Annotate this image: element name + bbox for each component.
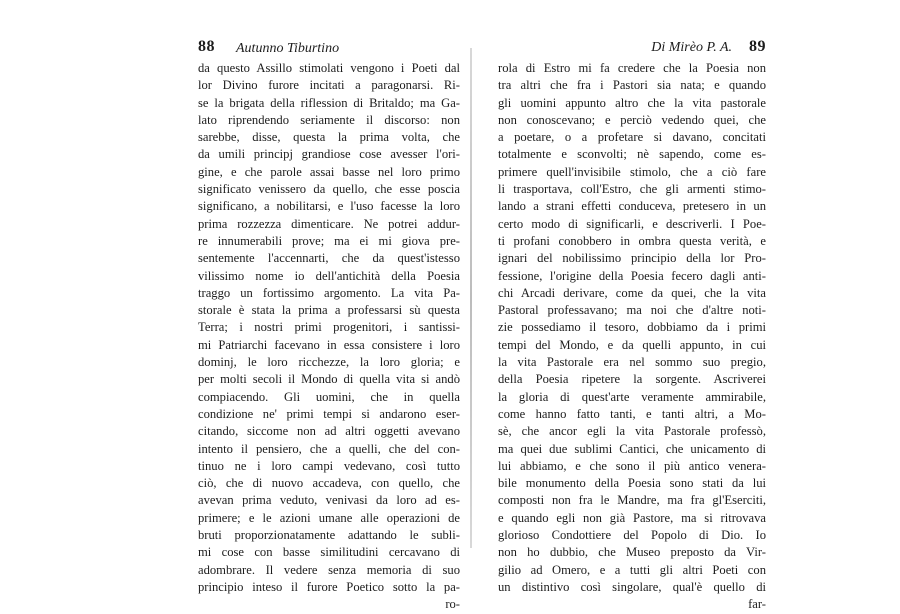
- text-line: lato riprendendo seriamente il discorso: non: [198, 112, 460, 127]
- text-line: la gloria di quest'arte veramente ammirabile,: [498, 389, 766, 404]
- text-line: ma quei due sublimi Cantici, che unicamento di: [498, 441, 766, 456]
- text-line: glorioso Condottiere del Popolo di Dio. Io: [498, 528, 766, 543]
- text-line: re innumerabili prove; ma ei mi giova pre-: [198, 233, 460, 248]
- text-line: sentemente l'accennarti, che da quest'istesso: [198, 251, 460, 266]
- text-line: storale è stata la prima a professarsi sù questa: [198, 303, 460, 318]
- text-line: lando a strani effetti conduceva, pretesero in un: [498, 199, 766, 214]
- text-line: tinuo ne i loro campi vedevano, così tutto: [198, 458, 460, 473]
- left-page-number: 88: [198, 38, 215, 55]
- text-line: vilissimo nome io dell'antichità della Poesia: [198, 268, 460, 283]
- text-line: bile monumento della Poesia sono stati da lui: [498, 476, 766, 491]
- text-line: avevan prima veduto, venivasi da loro ad es-: [198, 493, 460, 508]
- text-line: prima rozzezza dimenticare. Ne potrei addur-: [198, 216, 460, 231]
- right-running-head: Di Mirèo P. A.: [651, 40, 732, 55]
- text-line: primere quell'invisibile stimolo, che a ciò fare: [498, 164, 766, 179]
- text-line: composti non fra le Mandre, ma fra gl'Eserciti,: [498, 493, 766, 508]
- text-line: e quando egli non già Pastore, ma si ritrovava: [498, 510, 766, 525]
- text-line: ti profani conobbero in ombra questa verità, e: [498, 233, 766, 248]
- text-line: a poetare, o a profetare si davano, concitati: [498, 130, 766, 145]
- left-page-header: [198, 38, 460, 60]
- text-line: gli uomini appunto altro che la vita pastorale: [498, 95, 766, 110]
- text-line: non ho dubbio, che Museo preposto da Vir-: [498, 545, 766, 560]
- text-line: ro-: [445, 597, 460, 612]
- text-line: da questo Assillo stimolati vengono i Poeti dal: [198, 61, 460, 75]
- text-line: condizione ne' primi tempi si andarono eser-: [198, 406, 460, 421]
- right-page-header: [498, 38, 766, 60]
- left-page-text: [198, 60, 460, 614]
- text-line: chi Arcadi derivare, come da quei, che la vita: [498, 285, 766, 300]
- text-line: tempi del Mondo, e da quelli appunto, in cui: [498, 337, 766, 352]
- text-line: gine, e che parole assai basse nel loro primo: [198, 164, 460, 179]
- right-page-text: [498, 60, 766, 614]
- text-line: Pastoral professavano; ma noi che d'altre noti-: [498, 303, 766, 318]
- text-line: ciò, che di nuovo accadeva, con quello, che: [198, 476, 460, 491]
- text-line: ignari del nobilissimo principio della lor Pro-: [498, 251, 766, 266]
- text-line: lui abbiamo, e che sono il più antico venera-: [498, 458, 766, 473]
- text-line: la vita Pastorale era nel sommo suo pregio,: [498, 355, 766, 370]
- book-gutter: [470, 48, 472, 548]
- left-running-head: Autunno Tiburtino: [236, 41, 340, 56]
- text-line: da umili principj grandiose cose avesser l'ori-: [198, 147, 460, 162]
- text-line: compiacendo. Gli uomini, che in quella: [198, 389, 460, 404]
- text-line: sè, che ancor egli la vita Pastorale professò,: [498, 424, 766, 439]
- right-page: [498, 0, 766, 612]
- text-line: significano, a nobilitarsi, e l'uso facesse la loro: [198, 199, 460, 214]
- text-line: un distintivo così singolare, qual'è quello di: [498, 579, 766, 594]
- text-line: totalmente e sconvolti; nè sapendo, come es-: [498, 147, 766, 162]
- text-line: intento il pensiero, che a quelli, che del con-: [198, 441, 460, 456]
- text-line: mi cose con basse similitudini cercavano di: [198, 545, 460, 560]
- text-line: della Poesia ripetere la sorgente. Ascriverei: [498, 372, 766, 387]
- text-line: certo modo di significarli, e descriverli. I Poe-: [498, 216, 766, 231]
- text-line: mi Patriarchi facevano in essa consistere i loro: [198, 337, 460, 352]
- text-line: rola di Estro mi fa credere che la Poesia non: [498, 61, 766, 75]
- text-line: lor Divino furore incitati a paragonarsi. Ri-: [198, 78, 460, 93]
- left-page: [198, 0, 460, 612]
- text-line: come hanno fatto tanti, e tanti altri, a Mo-: [498, 406, 766, 421]
- text-line: primere; e le azioni umane alle operazioni de: [198, 510, 460, 525]
- right-page-number: 89: [749, 38, 766, 55]
- text-line: li trasportava, coll'Estro, che gli armenti stimo-: [498, 182, 766, 197]
- text-line: gilio ad Omero, e a tutti gli altri Poeti con: [498, 562, 766, 577]
- text-line: citando, siccome non ad altri oggetti avevano: [198, 424, 460, 439]
- text-line: adombrare. Il vedere senza memoria di suo: [198, 562, 460, 577]
- text-line: Terra; i nostri primi progenitori, i santissi-: [198, 320, 460, 335]
- text-line: principio inteso il furore Poetico sotto la pa-: [198, 579, 460, 594]
- text-line: far-: [748, 597, 766, 612]
- text-line: traggo un fortissimo argomento. La vita Pa-: [198, 285, 460, 300]
- text-line: bruti proporzionatamente adattando le subli-: [198, 528, 460, 543]
- text-line: significato venissero da quello, che esse poscia: [198, 182, 460, 197]
- text-line: sarebbe, disse, questa la prima volta, che: [198, 130, 460, 145]
- text-line: per molti secoli il Mondo di quella vita si andò: [198, 372, 460, 387]
- text-line: tra altri che fra i Pastori sia nata; e quando: [498, 78, 766, 93]
- text-line: non conoscevano; e perciò vedendo quei, che: [498, 112, 766, 127]
- text-line: se la brigata della riflession di Britaldo; ma Ga-: [198, 95, 460, 110]
- text-line: fessione, l'origine della Poesia fecero dagli anti-: [498, 268, 766, 283]
- text-line: zie possediamo il tesoro, dobbiamo da i primi: [498, 320, 766, 335]
- text-line: dominj, le loro ricchezze, la loro gloria; e: [198, 355, 460, 370]
